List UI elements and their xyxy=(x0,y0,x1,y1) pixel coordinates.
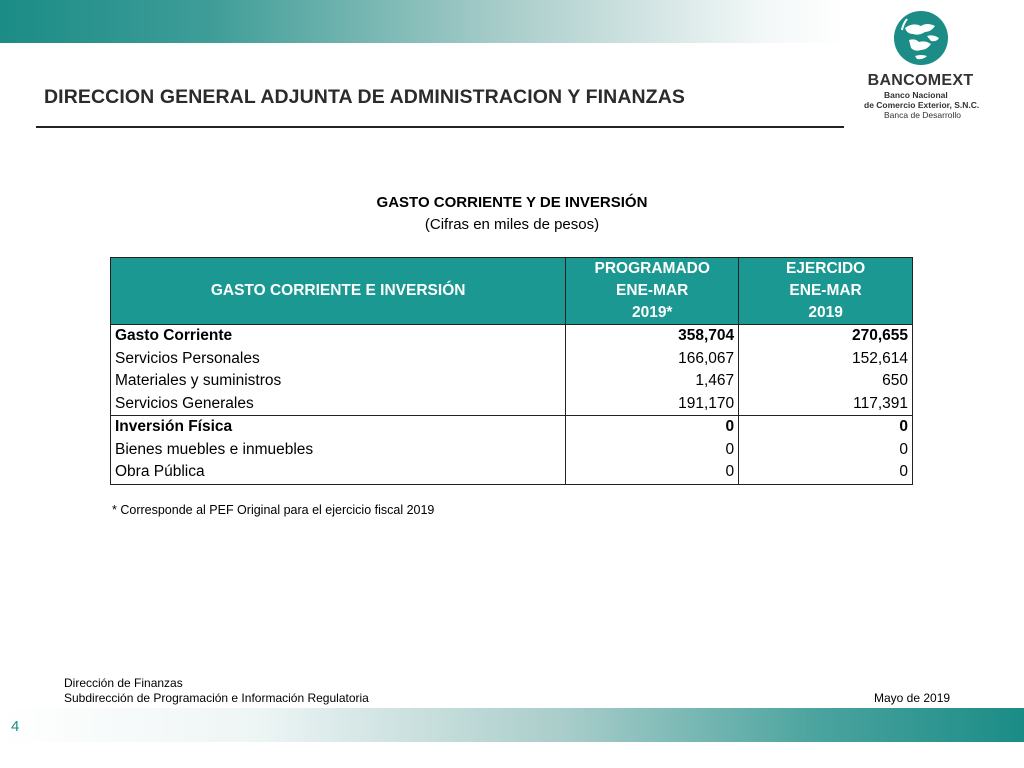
row-programado: 0 xyxy=(566,416,739,439)
row-programado: 1,467 xyxy=(566,370,739,393)
header-programado xyxy=(566,258,739,325)
table-row xyxy=(111,325,913,348)
table-row xyxy=(111,370,913,393)
table-header-row xyxy=(111,258,913,325)
row-programado: 0 xyxy=(566,439,739,462)
row-programado: 358,704 xyxy=(566,325,739,348)
header-programado-line: PROGRAMADO xyxy=(594,260,710,277)
footer-date: Mayo de 2019 xyxy=(874,691,951,705)
table-row xyxy=(111,393,913,416)
bottom-decorative-band xyxy=(0,708,1024,742)
row-ejercido: 152,614 xyxy=(739,348,913,371)
header-concept: GASTO CORRIENTE E INVERSIÓN xyxy=(111,258,566,325)
row-label: Gasto Corriente xyxy=(111,325,566,348)
footnote: * Corresponde al PEF Original para el ejercicio fiscal 2019 xyxy=(112,503,435,517)
row-ejercido: 270,655 xyxy=(739,325,913,348)
report-title: GASTO CORRIENTE Y DE INVERSIÓN xyxy=(376,194,648,211)
report-subtitle: (Cifras en miles de pesos) xyxy=(424,216,600,233)
header-ejercido-line: ENE-MAR xyxy=(789,282,862,299)
header-programado-line: ENE-MAR xyxy=(616,282,689,299)
page-title: DIRECCION GENERAL ADJUNTA DE ADMINISTRACION Y FINANZAS xyxy=(44,86,685,108)
logo-line-3: Banca de Desarrollo xyxy=(884,110,962,120)
row-label: Obra Pública xyxy=(111,461,566,484)
row-ejercido: 0 xyxy=(739,439,913,462)
table-row xyxy=(111,439,913,462)
logo-line-2: de Comercio Exterior, S.N.C. xyxy=(864,100,980,110)
row-ejercido: 0 xyxy=(739,461,913,484)
page-number: 4 xyxy=(11,718,20,735)
header-ejercido-line: EJERCIDO xyxy=(785,260,866,277)
table-row xyxy=(111,461,913,484)
bancomext-logo xyxy=(858,8,998,123)
top-decorative-band xyxy=(0,0,845,43)
row-label: Inversión Física xyxy=(111,416,566,439)
row-label: Bienes muebles e inmuebles xyxy=(111,439,566,462)
logo-line-1: Banco Nacional xyxy=(884,90,948,100)
row-ejercido: 117,391 xyxy=(739,393,913,416)
row-label: Servicios Personales xyxy=(111,348,566,371)
row-label: Servicios Generales xyxy=(111,393,566,416)
logo-name: BANCOMEXT xyxy=(867,72,974,89)
row-ejercido: 650 xyxy=(739,370,913,393)
footer-department: Dirección de Finanzas xyxy=(64,676,183,690)
footer-subdepartment: Subdirección de Programación e Información Regulatoria xyxy=(64,691,369,705)
table-row xyxy=(111,348,913,371)
globe-icon xyxy=(891,8,951,68)
header-ejercido xyxy=(739,258,913,325)
row-ejercido: 0 xyxy=(739,416,913,439)
header-ejercido-line: 2019 xyxy=(808,304,843,321)
expense-table xyxy=(110,257,913,485)
header-programado-line: 2019* xyxy=(631,304,673,321)
row-label: Materiales y suministros xyxy=(111,370,566,393)
table-row xyxy=(111,416,913,439)
row-programado: 191,170 xyxy=(566,393,739,416)
row-programado: 0 xyxy=(566,461,739,484)
row-programado: 166,067 xyxy=(566,348,739,371)
header-divider xyxy=(36,126,844,128)
